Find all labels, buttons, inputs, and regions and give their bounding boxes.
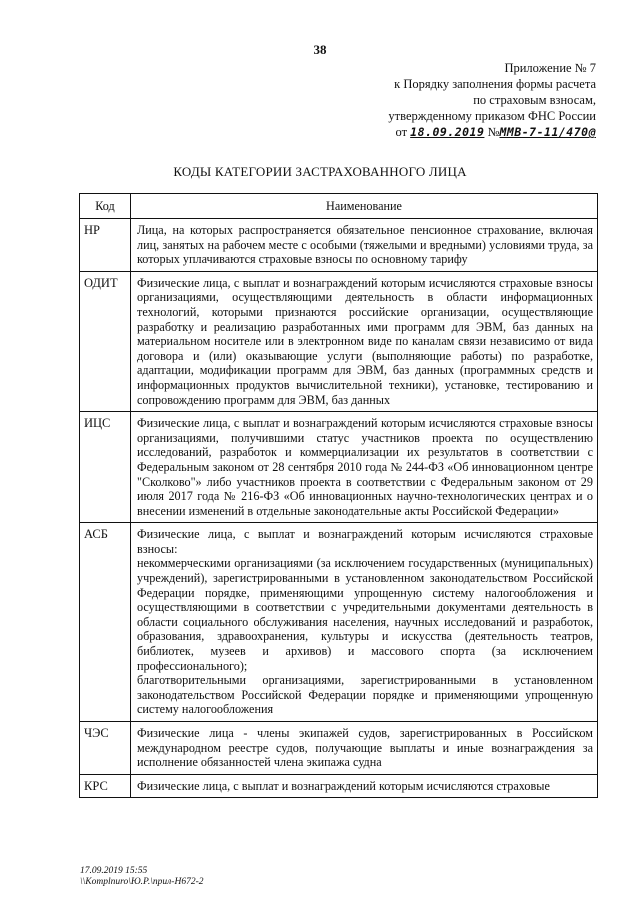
column-header-code: Код (80, 194, 131, 219)
appendix-header (388, 60, 596, 140)
category-code: НР (80, 219, 131, 272)
description-paragraph: Лица, на которых распространяется обязательное пенсионное страхование, включая лиц, занятых на рабочем месте с особыми (тяжелыми и вредными) условиями труда, за которых уплачиваются страховые взносы по основному тарифу (137, 223, 593, 267)
category-description (131, 722, 598, 775)
order-prefix: от (395, 125, 408, 139)
category-description (131, 774, 598, 798)
category-description (131, 412, 598, 523)
appendix-line: утвержденному приказом ФНС России (388, 109, 596, 123)
page-number: 38 (313, 42, 327, 57)
description-paragraph: Физические лица, с выплат и вознаграждений которым исчисляются страховые взносы организациями, получившими статус участников проекта по осуществлению исследований, разработок и коммерциализации их результатов в соответствии с Федеральным законом от 28 сентября 2010 года № 244-ФЗ «Об инновационном центре "Сколково"» либо участников проекта в соответствии с Федеральным законом от 29 июля 2017 года № 216-ФЗ «Об инновационных научно-технологических центрах и о внесении изменений в отдельные законодательные акты Российской Федерации» (137, 416, 593, 518)
footer-timestamp: 17.09.2019 15:55 (80, 866, 148, 876)
document-title: КОДЫ КАТЕГОРИИ ЗАСТРАХОВАННОГО ЛИЦА (173, 164, 467, 179)
category-description (131, 523, 598, 722)
order-number: ММВ-7-11/470@ (499, 125, 596, 139)
category-description (131, 219, 598, 272)
order-number-prefix: № (487, 125, 500, 139)
footer-file-path: \\Komplnuro\Ю.Р.\прил-Н672-2 (80, 877, 204, 887)
appendix-line: к Порядку заполнения формы расчета (394, 77, 596, 91)
appendix-title: Приложение № 7 (504, 61, 596, 75)
column-header-name: Наименование (131, 194, 598, 219)
category-code: АСБ (80, 523, 131, 722)
order-reference (388, 124, 596, 140)
footer (80, 866, 203, 888)
category-code: КРС (80, 774, 131, 798)
table-row (80, 412, 598, 523)
table-row (80, 722, 598, 775)
description-paragraph: некоммерческими организациями (за исключением государственных (муниципальных) учреждений), зарегистрированными в установленном законодательством Российской Федерации порядке, применяющими упрощенную систему налогообложения и осуществляющими в соответствии с учредительными документами деятельность в области социального обслуживания населения, научных исследований и разработок, образования, здравоохранения, культуры и искусства (деятельность театров, библиотек, музеев и архивов) и массового спорта (за исключением профессионального); (137, 556, 593, 673)
table-row (80, 774, 598, 798)
appendix-line: по страховым взносам, (473, 93, 596, 107)
table-header-row (80, 194, 598, 219)
description-paragraph: благотворительными организациями, зарегистрированными в установленном законодательством Российской Федерации порядке и применяющими упрощенную систему налогообложения (137, 673, 593, 717)
category-code: ИЦС (80, 412, 131, 523)
table-row (80, 271, 598, 411)
table-row (80, 523, 598, 722)
order-date: 18.09.2019 (410, 125, 485, 139)
category-description (131, 271, 598, 411)
description-paragraph: Физические лица, с выплат и вознаграждений которым исчисляются страховые взносы: (137, 527, 593, 556)
description-paragraph: Физические лица, с выплат и вознаграждений которым исчисляются страховые (137, 778, 550, 793)
description-paragraph: Физические лица, с выплат и вознаграждений которым исчисляются страховые взносы организациями, осуществляющими деятельность в области информационных технологий, которыми признаются российские организации, осуществляющие разработку и реализацию разработанных ими программ для ЭВМ, баз данных на материальном носителе или в электронном виде по каналам связи независимо от вида договора и (или) оказывающие услуги (выполняющие работы) по разработке, адаптации, модификации программ для ЭВМ, баз данных (программных средств и информационных продуктов вычислительной техники), установке, тестированию и сопровождению программ для ЭВМ, баз данных (137, 275, 593, 407)
category-code: ОДИТ (80, 271, 131, 411)
category-code: ЧЭС (80, 722, 131, 775)
table-body (80, 219, 598, 798)
description-paragraph: Физические лица - члены экипажей судов, зарегистрированных в Российском международном реестре судов, получающие выплаты и иные вознаграждения за исполнение обязанностей члена экипажа судна (137, 726, 593, 770)
codes-table (79, 193, 598, 798)
table-row (80, 219, 598, 272)
